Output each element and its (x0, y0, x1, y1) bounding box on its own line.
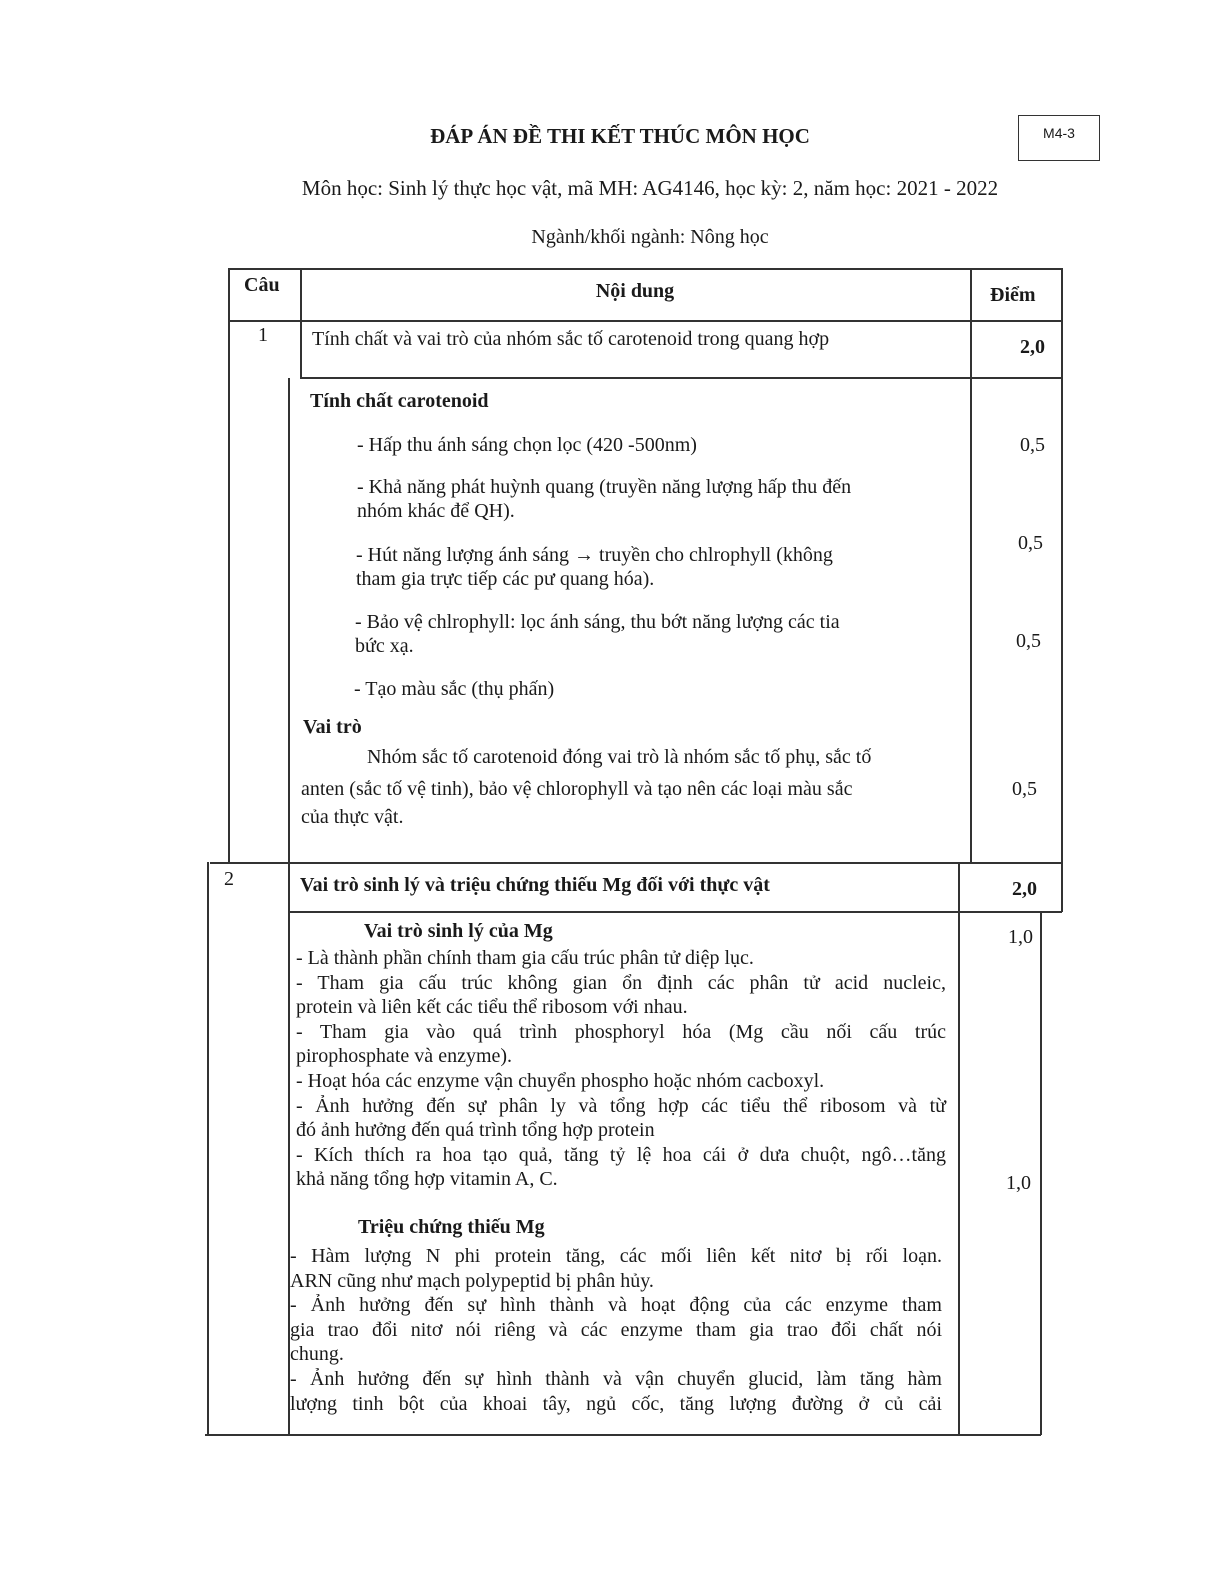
header-points: Điểm (990, 284, 1036, 306)
q2-line: protein và liên kết các tiểu thể ribosom với nhau. (296, 996, 688, 1019)
table-border (300, 377, 1062, 379)
q2-line: ARN cũng như mạch polypeptid bị phân hủy. (290, 1269, 654, 1292)
q2-line: khả năng tổng hợp vitamin A, C. (296, 1168, 558, 1191)
item-points: 0,5 (1018, 532, 1043, 554)
q1-item: - Khả năng phát huỳnh quang (truyền năng lượng hấp thu đến (357, 476, 852, 498)
q2-line: - Ảnh hưởng đến sự hình thành và hoạt động của các enzyme tham (290, 1294, 942, 1317)
q2-line: chung. (290, 1343, 344, 1366)
q1-item: - Hấp thu ánh sáng chọn lọc (420 -500nm) (357, 434, 697, 456)
item-points: 0,5 (1020, 434, 1045, 456)
q2-line: lượng tinh bột của khoai tây, ngủ cốc, tăng lượng đường ở củ cải (290, 1392, 942, 1415)
table-border (207, 862, 209, 1435)
q1-number: 1 (258, 324, 268, 346)
header-content: Nội dung (595, 280, 675, 302)
table-border (228, 268, 1062, 270)
q1-points: 2,0 (1020, 336, 1045, 358)
q2-line: đó ảnh hưởng đến quá trình tổng hợp protein (296, 1119, 655, 1142)
q1-item: - Bảo vệ chlrophyll: lọc ánh sáng, thu bớt năng lượng các tia (355, 611, 840, 633)
section-points: 1,0 (1006, 1172, 1031, 1194)
q2-points: 2,0 (1012, 878, 1037, 900)
q2-line: - Hàm lượng N phi protein tăng, các mối liên kết nitơ bị rối loạn. (290, 1245, 942, 1267)
q1-section-role: Vai trò (303, 716, 362, 738)
item-points: 0,5 (1016, 630, 1041, 652)
q2-role-list (296, 946, 946, 1192)
table-border (228, 268, 230, 862)
q1-item: tham gia trực tiếp các pư quang hóa). (356, 568, 655, 590)
q2-line: - Tham gia cấu trúc không gian ổn định các phân tử acid nucleic, (296, 971, 946, 994)
q2-line: gia trao đổi nitơ nói riêng và các enzyme tham gia trao đổi chất nói (290, 1318, 942, 1341)
q2-number: 2 (224, 868, 234, 890)
table-border (205, 1434, 1041, 1436)
q1-item: - Tạo màu sắc (thụ phấn) (354, 678, 555, 700)
q1-role-line: anten (sắc tố vệ tinh), bảo vệ chlorophyll và tạo nên các loại màu sắc (301, 778, 853, 800)
q2-title: Vai trò sinh lý và triệu chứng thiếu Mg đối với thực vật (300, 874, 770, 896)
table-border (970, 268, 972, 862)
q2-section-role: Vai trò sinh lý của Mg (364, 920, 553, 942)
document-title: ĐÁP ÁN ĐỀ THI KẾT THÚC MÔN HỌC (430, 124, 810, 148)
q2-line: - Ảnh hưởng đến sự hình thành và vận chuyển glucid, làm tăng hàm (290, 1367, 942, 1390)
q1-role-line: Nhóm sắc tố carotenoid đóng vai trò là nhóm sắc tố phụ, sắc tố (367, 746, 872, 768)
q2-line: - Là thành phần chính tham gia cấu trúc phân tử diệp lục. (296, 947, 754, 969)
q2-symptom-list (290, 1244, 942, 1416)
table-border (1040, 912, 1042, 1435)
q2-line: - Tham gia vào quá trình phosphoryl hóa (Mg cầu nối cấu trúc (296, 1020, 946, 1043)
q2-line: pirophosphate và enzyme). (296, 1045, 513, 1068)
form-code: M4-3 (1018, 115, 1100, 161)
role-points: 0,5 (1012, 778, 1037, 800)
q2-line: - Kích thích ra hoa tạo quả, tăng tỷ lệ hoa cái ở dưa chuột, ngô…tăng (296, 1143, 946, 1166)
section-points: 1,0 (1008, 926, 1033, 948)
q1-item: bức xạ. (355, 635, 414, 657)
subject-line: Môn học: Sinh lý thực học vật, mã MH: AG4146, học kỳ: 2, năm học: 2021 - 2022 (301, 176, 999, 200)
q1-section-properties: Tính chất carotenoid (310, 390, 489, 412)
q2-section-symptoms: Triệu chứng thiếu Mg (358, 1216, 545, 1238)
major-line: Ngành/khối ngành: Nông học (531, 226, 769, 248)
table-border (288, 911, 1062, 913)
table-border (210, 862, 1062, 864)
header-cau: Câu (244, 274, 280, 296)
table-border (1061, 268, 1063, 912)
q1-role-line: của thực vật. (301, 806, 404, 828)
q2-line: - Hoạt hóa các enzyme vận chuyển phospho hoặc nhóm cacboxyl. (296, 1069, 825, 1092)
table-border (228, 320, 1062, 322)
q1-item: nhóm khác để QH). (357, 500, 515, 522)
q1-item: - Hút năng lượng ánh sáng → truyền cho chlrophyll (không (356, 544, 833, 566)
q2-line: - Ảnh hưởng đến sự phân ly và tổng hợp các tiểu thể ribosom và từ (296, 1094, 946, 1117)
table-border (958, 862, 960, 1435)
q1-title: Tính chất và vai trò của nhóm sắc tố carotenoid trong quang hợp (312, 328, 830, 350)
